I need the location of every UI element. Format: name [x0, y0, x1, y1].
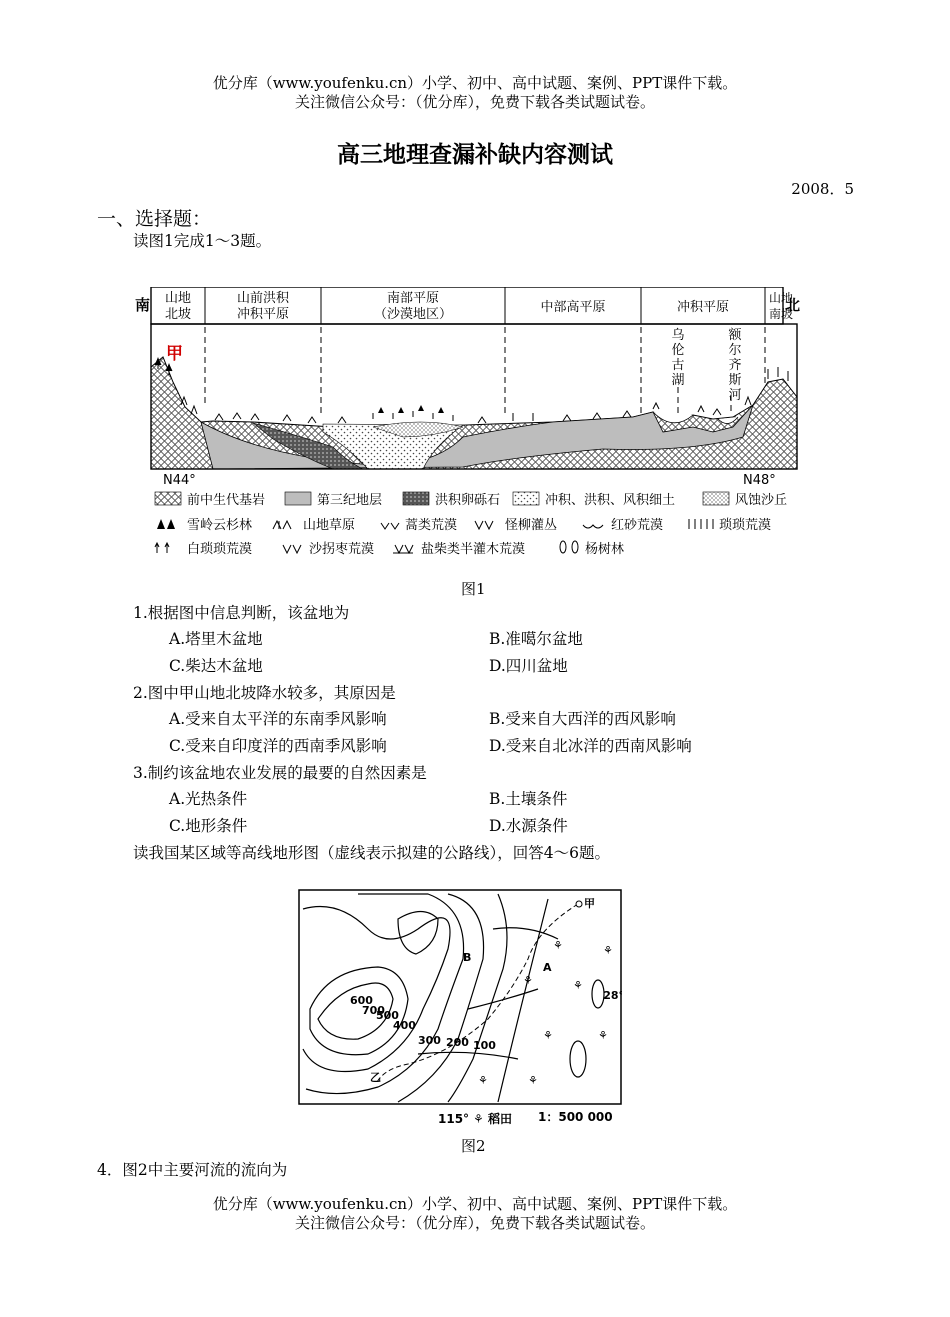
legend-item-14: 盐柴类半灌木荒漠 [421, 542, 526, 557]
zone-3-line-2: （沙漠地区） [373, 307, 453, 322]
header-line-1: 优分库（www.youfenku.cn）小学、初中、高中试题、案例、PPT课件下载。 [212, 74, 738, 92]
svg-text:⚘: ⚘ [478, 1074, 488, 1087]
contour-label-600: 600 [350, 994, 373, 1007]
question-3-option-b: B.土壤条件 [489, 790, 568, 808]
terrain-profile [151, 324, 797, 469]
legend-item-8: 蒿类荒漠 [405, 518, 458, 533]
question-1-stem: 1.根据图中信息判断，该盆地为 [133, 604, 350, 622]
label-north: 北 [785, 297, 801, 314]
question-2-stem: 2.图中甲山地北坡降水较多，其原因是 [133, 684, 396, 702]
zone-5-label: 冲积平原 [676, 300, 730, 315]
intro-text-2: 读我国某区域等高线地形图（虚线表示拟建的公路线），回答4～6题。 [133, 844, 610, 862]
svg-text:⚘: ⚘ [573, 979, 583, 992]
question-1-option-d: D.四川盆地 [489, 657, 568, 675]
legend-item-4: 冲积、洪积、风积细土 [545, 493, 676, 508]
legend-item-13: 沙拐枣荒漠 [309, 542, 375, 557]
legend-item-7: 山地草原 [303, 518, 356, 533]
figure-1-legend [155, 492, 787, 557]
svg-text:⚘: ⚘ [528, 1074, 538, 1087]
page-title: 高三地理查漏补缺内容测试 [337, 141, 613, 168]
question-2-option-a: A.受来自太平洋的东南季风影响 [169, 710, 387, 728]
legend-item-12: 白琐琐荒漠 [187, 542, 253, 557]
question-3-option-c: C.地形条件 [169, 817, 248, 835]
question-1-option-b: B.准噶尔盆地 [489, 630, 583, 648]
figure-1-cross-section [133, 287, 805, 562]
label-south: 南 [135, 297, 151, 314]
intro-text-1: 读图1完成1～3题。 [133, 232, 272, 250]
lake-char-4: 湖 [671, 373, 685, 388]
svg-text:⚘: ⚘ [523, 974, 533, 987]
scale-label: 1：500 000 [538, 1110, 613, 1124]
latitude-label: 28° [603, 989, 622, 1002]
figure-2-caption: 图2 [461, 1137, 486, 1155]
map-label-yi: 乙 [370, 1071, 381, 1084]
question-1-option-a: A.塔里木盆地 [169, 630, 263, 648]
contour-label-200: 200 [446, 1036, 469, 1049]
contour-label-700: 700 [362, 1004, 385, 1017]
label-jia: 甲 [166, 344, 183, 364]
lake-char-2: 伦 [671, 343, 685, 358]
legend-item-2: 第三纪地层 [317, 493, 383, 508]
legend-item-15: 杨树林 [585, 542, 625, 557]
figure-2-contour-map [298, 889, 622, 1129]
zone-6-line-1: 山地 [768, 291, 794, 305]
legend-item-11: 琐琐荒漠 [719, 518, 772, 533]
contour-label-100: 100 [473, 1039, 496, 1052]
question-3-option-d: D.水源条件 [489, 817, 568, 835]
legend-item-6: 雪岭云杉林 [187, 518, 253, 533]
contour-label-400: 400 [393, 1019, 416, 1032]
lake-char-1: 乌 [671, 328, 685, 343]
question-2-option-b: B.受来自大西洋的西风影响 [489, 710, 676, 728]
lake-char-3: 古 [671, 358, 685, 373]
question-2-option-d: D.受来自北冰洋的西南风影响 [489, 737, 692, 755]
map-label-a: A [543, 961, 552, 974]
river-char-1: 额 [728, 328, 742, 343]
figure-1-caption: 图1 [461, 580, 486, 598]
river-char-2: 尔 [728, 343, 742, 358]
zone-1-line-2: 北坡 [164, 307, 192, 322]
paddy-legend-label: 稻田 [488, 1112, 513, 1126]
zone-4-label: 中部高平原 [540, 300, 606, 315]
legend-item-10: 红砂荒漠 [611, 518, 664, 533]
legend-item-5: 风蚀沙丘 [735, 493, 788, 508]
zone-3-line-1: 南部平原 [386, 291, 440, 306]
lat-left: N44° [163, 473, 196, 488]
section-heading: 一、选择题： [97, 208, 212, 230]
zone-2-line-2: 冲积平原 [236, 307, 290, 322]
legend-item-9: 怪柳灌丛 [505, 518, 558, 533]
question-4-stem: 4．图2中主要河流的流向为 [97, 1161, 288, 1179]
header-line-2: 关注微信公众号：（优分库），免费下载各类试题试卷。 [294, 93, 655, 111]
footer-line-2: 关注微信公众号：（优分库），免费下载各类试题试卷。 [294, 1214, 655, 1232]
question-3-stem: 3.制约该盆地农业发展的最要的自然因素是 [133, 764, 427, 782]
contour-label-300: 300 [418, 1034, 441, 1047]
question-3-option-a: A.光热条件 [169, 790, 248, 808]
map-label-b: B [463, 951, 472, 964]
contour-label-500: 500 [376, 1009, 399, 1022]
svg-text:⚘: ⚘ [543, 1029, 553, 1042]
svg-text:⚘: ⚘ [553, 939, 563, 952]
footer-line-1: 优分库（www.youfenku.cn）小学、初中、高中试题、案例、PPT课件下载。 [212, 1195, 738, 1213]
legend-item-1: 前中生代基岩 [187, 493, 266, 508]
lat-right: N48° [743, 473, 776, 488]
svg-text:⚘: ⚘ [598, 1029, 608, 1042]
longitude-label: 115° [438, 1112, 470, 1126]
zone-2-line-1: 山前洪积 [236, 291, 290, 306]
map-label-jia: 甲 [584, 897, 595, 910]
question-2-option-c: C.受来自印度洋的西南季风影响 [169, 737, 387, 755]
river-char-3: 齐 [728, 358, 742, 373]
exam-date: 2008．5 [791, 180, 854, 198]
river-char-5: 河 [728, 388, 742, 403]
legend-item-3: 洪积卵砾石 [435, 493, 501, 508]
river-char-4: 斯 [728, 373, 742, 388]
zone-6-line-2: 南坡 [768, 307, 794, 321]
zone-1-line-1: 山地 [164, 291, 192, 306]
svg-text:⚘: ⚘ [603, 944, 613, 957]
paddy-legend-icon: ⚘ [473, 1112, 484, 1126]
question-1-option-c: C.柴达木盆地 [169, 657, 263, 675]
